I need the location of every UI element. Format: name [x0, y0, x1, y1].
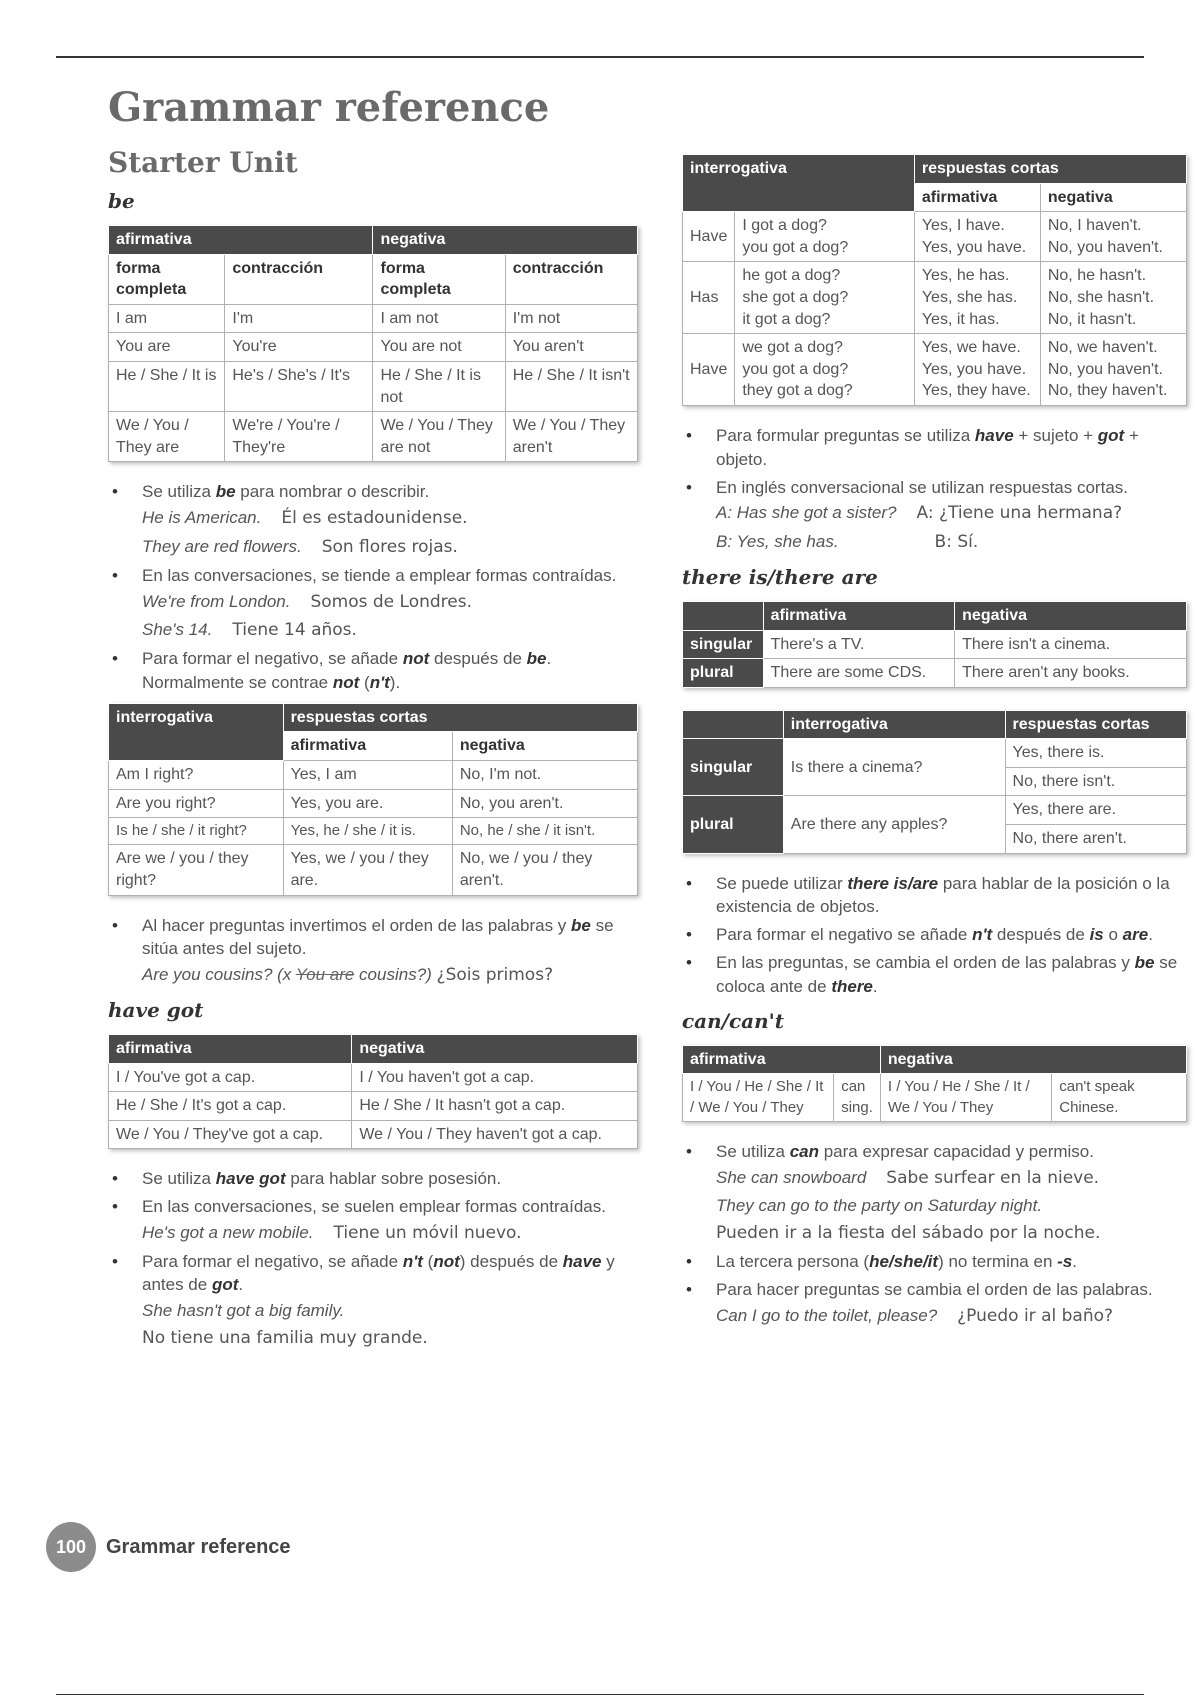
section-heading-be: be: [108, 189, 135, 213]
there-is-questions-table: [682, 710, 1187, 854]
table-cell: I / You haven't got a cap.: [352, 1063, 638, 1092]
page-title: Grammar reference: [108, 84, 550, 131]
example: A: Has she got a sister? A: ¿Tiene una hermana?: [716, 503, 1123, 524]
have-got-question-notes: [682, 424, 1187, 555]
table-cell: There isn't a cinema.: [955, 630, 1187, 659]
table-cell: No, he hasn't. No, she hasn't. No, it hasn't.: [1040, 262, 1186, 334]
example: She's 14. Tiene 14 años.: [142, 620, 357, 641]
example-translation: Pueden ir a la fiesta del sábado por la noche.: [716, 1223, 1101, 1244]
table-row: [109, 818, 638, 845]
table-cell: He's / She's / It's: [225, 361, 373, 411]
table-cell: You are not: [373, 333, 505, 362]
list-item: • En las conversaciones, se suelen emplear formas contraídas. He's got a new mobile. Tiene un móvil nuevo.: [142, 1195, 638, 1246]
table-row: [683, 796, 1187, 825]
table-cell: He / She / It hasn't got a cap.: [352, 1092, 638, 1121]
table-cell: Have: [683, 212, 735, 262]
be-table: [108, 225, 638, 462]
be-questions-table: [108, 703, 638, 896]
table-cell: No, there aren't.: [1005, 825, 1186, 854]
table-cell: We're / You're / They're: [225, 412, 373, 462]
table-header: negativa: [880, 1045, 1186, 1074]
table-cell: No, there isn't.: [1005, 767, 1186, 796]
table-row: [109, 789, 638, 818]
table-subheader: negativa: [1040, 183, 1186, 212]
right-column: [682, 154, 1187, 1336]
example: He's got a new mobile. Tiene un móvil nuevo.: [142, 1222, 522, 1243]
list-item: • Para formar el negativo, se añade not después de be. Normalmente se contrae not (n't).: [142, 647, 638, 695]
table-cell: We / You / They aren't: [505, 412, 637, 462]
example: They are red flowers. Son flores rojas.: [142, 536, 458, 557]
table-cell: we got a dog? you got a dog? they got a dog?: [735, 334, 914, 406]
table-cell: Is he / she / it right?: [109, 818, 284, 845]
table-header: negativa: [352, 1034, 638, 1063]
table-cell: I / You / He / She / It / We / You / They: [683, 1074, 834, 1122]
table-cell: Yes, he has. Yes, she has. Yes, it has.: [914, 262, 1040, 334]
table-row: [683, 262, 1187, 334]
table-cell: Yes, we / you / they are.: [283, 845, 452, 895]
top-rule: [56, 56, 1144, 58]
example: They can go to the party on Saturday night.: [716, 1196, 1043, 1216]
table-cell: I'm not: [505, 304, 637, 333]
there-is-table: [682, 601, 1187, 688]
list-item: • Se puede utilizar there is/are para hablar de la posición o la existencia de objetos.: [716, 872, 1187, 920]
table-header: respuestas cortas: [283, 703, 637, 732]
example: Are you cousins? (x You are cousins?) ¿Sois primos?: [142, 965, 554, 986]
table-cell: You aren't: [505, 333, 637, 362]
unit-title: Starter Unit: [108, 146, 298, 179]
table-cell: Yes, you are.: [283, 789, 452, 818]
page-number-badge: 100: [46, 1522, 96, 1572]
table-cell: You are: [109, 333, 225, 362]
table-row: [683, 659, 1187, 688]
table-cell: We / You / They are: [109, 412, 225, 462]
page-footer: [46, 1522, 291, 1572]
table-cell: No, we haven't. No, you haven't. No, they haven't.: [1040, 334, 1186, 406]
table-row: [683, 212, 1187, 262]
table-cell: Are we / you / they right?: [109, 845, 284, 895]
table-cell: You're: [225, 333, 373, 362]
table-cell: he got a dog? she got a dog? it got a dog?: [735, 262, 914, 334]
table-cell: No, he / she / it isn't.: [452, 818, 637, 845]
be-notes: [108, 480, 638, 694]
table-row: [109, 361, 638, 411]
table-header: afirmativa: [683, 1045, 881, 1074]
table-row: [683, 630, 1187, 659]
have-got-questions-table: [682, 154, 1187, 406]
table-cell: can sing.: [834, 1074, 881, 1122]
section-heading-have-got: have got: [108, 997, 204, 1022]
example-translation: No tiene una familia muy grande.: [142, 1328, 428, 1349]
table-row: [109, 845, 638, 895]
table-row: [109, 760, 638, 789]
section-heading-can: can/can't: [682, 1008, 785, 1033]
table-header: respuestas cortas: [914, 155, 1186, 184]
list-item: • Se utiliza can para expresar capacidad y permiso. She can snowboard Sabe surfear en la nieve. They can go to the party on Saturday night. Pueden ir a la fiesta del sábado por la noche.: [716, 1140, 1187, 1246]
table-header: interrogativa: [783, 710, 1005, 739]
table-row-label: plural: [683, 796, 784, 853]
table-subheader: contracción: [505, 254, 637, 304]
table-row: [109, 412, 638, 462]
table-cell: can't speak Chinese.: [1052, 1074, 1187, 1122]
table-row: [109, 1063, 638, 1092]
table-cell: Am I right?: [109, 760, 284, 789]
can-table: [682, 1045, 1187, 1122]
list-item: • Al hacer preguntas invertimos el orden de las palabras y be se sitúa antes del sujeto. Are you cousins? (x You are cousins?) ¿Sois primos?: [142, 914, 638, 988]
table-cell: There are some CDS.: [763, 659, 955, 688]
table-cell: No, you aren't.: [452, 789, 637, 818]
table-row-label: singular: [683, 630, 764, 659]
table-row-label: plural: [683, 659, 764, 688]
table-cell: We / You / They've got a cap.: [109, 1120, 352, 1149]
table-subheader: forma completa: [109, 254, 225, 304]
list-item: • Se utiliza have got para hablar sobre posesión.: [142, 1167, 638, 1191]
table-header: interrogativa: [109, 703, 284, 760]
example: We're from London. Somos de Londres.: [142, 591, 472, 612]
table-header: afirmativa: [109, 226, 373, 255]
can-notes: [682, 1140, 1187, 1329]
left-column: [108, 146, 638, 1359]
table-row: [109, 1120, 638, 1149]
table-cell: I got a dog? you got a dog?: [735, 212, 914, 262]
list-item: • Para hacer preguntas se cambia el orden de las palabras. Can I go to the toilet, please? ¿Puedo ir al baño?: [716, 1278, 1187, 1329]
table-cell: He / She / It is not: [373, 361, 505, 411]
bottom-rule: [56, 1694, 1144, 1695]
table-subheader: contracción: [225, 254, 373, 304]
table-row: [109, 1092, 638, 1121]
table-cell: I / You've got a cap.: [109, 1063, 352, 1092]
table-cell: Yes, he / she / it is.: [283, 818, 452, 845]
table-header-empty: [683, 710, 784, 739]
list-item: • En las preguntas, se cambia el orden de las palabras y be se coloca ante de there.: [716, 951, 1187, 999]
table-cell: No, we / you / they aren't.: [452, 845, 637, 895]
have-got-notes: [108, 1167, 638, 1351]
table-header: respuestas cortas: [1005, 710, 1186, 739]
table-row: [683, 739, 1187, 768]
table-cell: Yes, we have. Yes, you have. Yes, they have.: [914, 334, 1040, 406]
table-cell: Is there a cinema?: [783, 739, 1005, 796]
table-cell: Are there any apples?: [783, 796, 1005, 853]
table-header: interrogativa: [683, 155, 915, 212]
table-cell: I'm: [225, 304, 373, 333]
table-cell: No, I'm not.: [452, 760, 637, 789]
table-cell: I am: [109, 304, 225, 333]
table-header: afirmativa: [763, 601, 955, 630]
have-got-table: [108, 1034, 638, 1149]
there-is-notes: [682, 872, 1187, 999]
table-subheader: forma completa: [373, 254, 505, 304]
table-cell: There's a TV.: [763, 630, 955, 659]
table-header: negativa: [955, 601, 1187, 630]
table-cell: He / She / It's got a cap.: [109, 1092, 352, 1121]
table-header-empty: [683, 601, 764, 630]
table-cell: He / She / It isn't: [505, 361, 637, 411]
table-row: [109, 304, 638, 333]
table-cell: Are you right?: [109, 789, 284, 818]
table-cell: Have: [683, 334, 735, 406]
table-cell: Has: [683, 262, 735, 334]
list-item: • Se utiliza be para nombrar o describir. He is American. Él es estadounidense. They are red flowers. Son flores rojas.: [142, 480, 638, 559]
example: He is American. Él es estadounidense.: [142, 508, 468, 529]
table-row: [683, 334, 1187, 406]
table-subheader: afirmativa: [283, 732, 452, 761]
table-cell: No, I haven't. No, you haven't.: [1040, 212, 1186, 262]
table-cell: I am not: [373, 304, 505, 333]
table-row: [683, 1074, 1187, 1122]
table-row: [109, 333, 638, 362]
table-subheader: afirmativa: [914, 183, 1040, 212]
example: B: Yes, she has. B: Sí.: [716, 532, 979, 553]
table-cell: Yes, I am: [283, 760, 452, 789]
example: She hasn't got a big family.: [142, 1301, 345, 1321]
table-cell: We / You / They haven't got a cap.: [352, 1120, 638, 1149]
table-cell: He / She / It is: [109, 361, 225, 411]
list-item: • En inglés conversacional se utilizan respuestas cortas. A: Has she got a sister? A: ¿Tiene una hermana? B: Yes, she has. B: Sí.: [716, 476, 1187, 555]
table-cell: I / You / He / She / It / We / You / They: [880, 1074, 1051, 1122]
table-cell: Yes, there is.: [1005, 739, 1186, 768]
table-cell: Yes, there are.: [1005, 796, 1186, 825]
be-question-notes: [108, 914, 638, 988]
list-item: • Para formar el negativo, se añade n't (not) después de have y antes de got. She hasn't got a big family. No tiene una familia muy grande.: [142, 1250, 638, 1351]
list-item: • Para formar el negativo se añade n't después de is o are.: [716, 923, 1187, 947]
list-item: • En las conversaciones, se tiende a emplear formas contraídas. We're from London. Somos de Londres. She's 14. Tiene 14 años.: [142, 564, 638, 643]
example: She can snowboard Sabe surfear en la nieve.: [716, 1167, 1100, 1188]
table-header: afirmativa: [109, 1034, 352, 1063]
table-cell: We / You / They are not: [373, 412, 505, 462]
section-heading-there-is: there is/there are: [682, 564, 878, 589]
table-subheader: negativa: [452, 732, 637, 761]
list-item: • La tercera persona (he/she/it) no termina en -s.: [716, 1250, 1187, 1274]
table-row-label: singular: [683, 739, 784, 796]
table-header: negativa: [373, 226, 638, 255]
example: Can I go to the toilet, please? ¿Puedo ir al baño?: [716, 1305, 1114, 1326]
footer-label: Grammar reference: [106, 1535, 291, 1558]
table-cell: Yes, I have. Yes, you have.: [914, 212, 1040, 262]
table-cell: There aren't any books.: [955, 659, 1187, 688]
list-item: • Para formular preguntas se utiliza have + sujeto + got + objeto.: [716, 424, 1187, 472]
